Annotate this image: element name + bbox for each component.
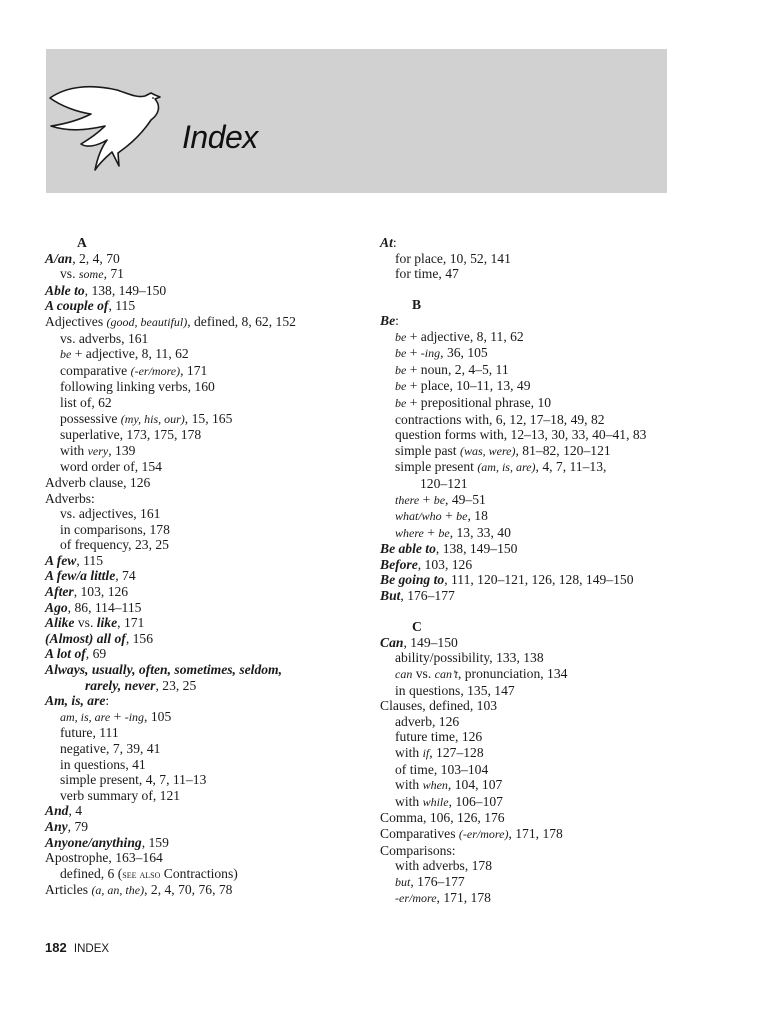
index-entry-text: Contractions) [160,865,238,881]
index-entry [45,314,365,331]
index-entry-text: future time, 126 [395,729,483,745]
index-entry-text: negative, 7, 39, 41 [60,741,161,756]
index-entry [45,741,365,757]
index-entry-text: : [392,235,397,250]
index-entry [380,378,710,395]
index-entry [45,459,365,475]
index-entry-text: And [45,803,69,819]
index-entry-text: + place, 10–11, 13, 49 [406,378,531,394]
index-entry [380,572,710,588]
index-entry-text: (Almost) all of [45,630,126,646]
index-entry-text: defined, 6 ( [60,865,123,881]
index-entry [45,411,365,428]
index-entry [380,714,710,730]
index-letter-heading [45,235,365,251]
index-entry-text: Can [380,634,404,650]
index-entry [45,491,365,507]
index-entry [380,313,710,329]
index-entry-text: Be [380,312,396,328]
index-entry-text: with [60,442,88,458]
index-entry-text: + adjective, 8, 11, 62 [406,328,524,344]
index-entry-text: contractions with, 6, 12, 17–18, 49, 82 [395,411,605,427]
index-entry-text: , 15, 165 [184,410,233,426]
index-entry-text: with [395,777,423,793]
index-entry-text: , 139 [108,442,136,458]
index-entry-text: , 81–82, 120–121 [515,442,611,458]
index-entry-text: : [105,693,110,709]
index-entry-text: of frequency, 23, 25 [60,537,169,553]
index-entry-text: Anyone/anything [45,834,142,850]
index-entry [380,858,710,874]
index-entry [45,331,365,347]
index-entry-text: , 2, 4, 70, 76, 78 [144,882,233,898]
index-entry [45,882,365,899]
index-column-left [45,235,365,899]
page-number: 182 [45,940,67,955]
index-entry-text: -ing [420,346,441,361]
index-entry [45,615,365,631]
index-entry [380,729,710,745]
index-entry-text: , 4, 7, 11–13, [535,459,607,475]
index-entry-text: while [422,794,449,809]
index-entry-text: with [395,793,423,809]
index-entry-text: comparative [60,362,131,378]
index-entry [380,395,710,412]
index-entry-text: see also [122,866,161,881]
index-entry-text: very [87,443,109,458]
page-title: Index [182,119,258,155]
index-entry [380,541,710,557]
index-entry-text: (a, an, the) [91,883,145,898]
index-entry-text: , 111, 120–121, 126, 128, 149–150 [444,572,634,588]
index-entry-text: , 171 [117,615,145,631]
index-entry [45,584,365,600]
index-entry [380,427,710,443]
index-entry [380,826,710,843]
index-spacer [380,604,710,620]
index-entry-text: A few [45,552,77,568]
index-entry-text: for time, 47 [395,266,459,282]
index-entry [45,522,365,538]
index-entry [380,745,710,762]
index-entry-text: , 2, 4, 70 [72,250,120,266]
index-entry-text: (was, were) [459,443,516,458]
index-entry-text: A/an [45,250,73,266]
index-entry [380,251,710,267]
index-entry-text: , defined, 8, 62, 152 [187,313,296,329]
index-entry [45,819,365,835]
index-entry [380,443,710,460]
index-entry-text: some [78,267,104,282]
index-entry-text: , 36, 105 [440,345,488,361]
index-entry-text: , 156 [125,630,153,646]
index-entry-text: -ing [124,709,145,724]
index-entry-text: Be able to [380,541,436,557]
index-entry [45,772,365,788]
index-entry [45,866,365,883]
index-entry [380,666,710,683]
index-entry-text: be [456,509,468,524]
footer-label: INDEX [73,943,110,955]
index-entry-text: , 4 [68,803,83,819]
index-entry [45,788,365,804]
index-entry [380,635,710,651]
index-entry-text: , 149–150 [403,634,458,650]
index-entry-text: with adverbs, 178 [395,858,493,874]
index-entry-text: where [395,525,424,540]
index-entry [45,266,365,283]
index-entry-text: of time, 103–104 [395,761,489,777]
index-entry-text: + [441,508,457,524]
index-entry-text: what/who [395,509,442,524]
index-entry-text: for place, 10, 52, 141 [395,250,511,266]
index-entry [380,683,710,699]
index-entry-text: But [380,588,401,604]
index-entry-text: simple past [395,442,460,458]
index-entry-text: in questions, 135, 147 [395,682,515,698]
index-entry [380,762,710,778]
index-entry-text: be [395,362,407,377]
index-entry-text: be [395,395,407,410]
index-entry-text: , 86, 114–115 [67,599,142,615]
index-entry [380,329,710,346]
index-entry-text: + [423,524,439,540]
index-letter-heading [380,297,710,313]
index-entry [380,459,710,476]
index-entry [45,379,365,395]
index-entry-text: C [412,619,422,635]
index-entry-text: + [406,345,421,361]
index-entry-text: After [45,584,74,600]
index-letter-heading [380,619,710,635]
index-entry [45,537,365,553]
index-entry-text: + noun, 2, 4–5, 11 [406,361,509,377]
index-entry-text: , 71 [103,266,124,282]
index-entry-text: vs. adverbs, 161 [60,330,149,346]
index-entry-text: possessive [60,410,121,426]
index-entry-text: adverb, 126 [395,713,460,729]
index-entry-text: Am, is, are [45,693,106,709]
index-entry [380,698,710,714]
index-entry [45,631,365,647]
index-entry [380,525,710,542]
index-entry-text: , 74 [115,568,136,584]
index-entry-text: Comma, 106, 126, 176 [380,810,505,826]
index-entry-text: , 171, 178 [436,890,491,906]
index-entry-text: , 106–107 [448,793,503,809]
index-entry-text: Ago [45,599,68,615]
index-entry-text: Articles [45,882,92,898]
index-entry [45,283,365,299]
index-entry-text: (-er/more) [458,826,509,841]
index-entry-text: can’t [434,667,458,682]
index-entry-text: A [77,235,87,250]
index-entry-text: if [422,746,430,760]
index-entry-text: , 13, 33, 40 [449,524,511,540]
index-entry-text: list of, 62 [60,394,112,410]
index-entry-text: , 23, 25 [155,677,197,693]
index-entry [45,427,365,443]
index-entry-text: be [395,379,407,394]
index-entry [45,443,365,460]
index-entry-text: am, is, are [60,709,111,724]
index-entry-text: A few/a little [45,568,116,584]
index-entry-text: be [438,525,450,540]
index-entry-text: Adverbs: [45,490,95,506]
index-entry-text: like [96,615,118,631]
index-entry-text: when [422,778,448,793]
index-entry-text: ability/possibility, 133, 138 [395,650,544,666]
index-entry-text: (-er/more) [130,363,181,378]
index-entry [45,709,365,726]
index-entry-text: + adjective, 8, 11, 62 [71,346,189,362]
index-entry-text: vs. [412,666,435,682]
index-entry [45,475,365,491]
index-entry-text: , 115 [108,298,136,314]
index-entry [380,588,710,604]
index-entry [380,890,710,907]
index-entry [45,662,365,678]
index-entry-text: Adverb clause, 126 [45,474,151,490]
index-entry-text: 120–121 [420,475,468,491]
index-entry [45,850,365,866]
index-entry [45,251,365,267]
index-entry [380,412,710,428]
index-entry-text: Apostrophe, 163–164 [45,850,163,866]
index-entry-text: word order of, 154 [60,459,162,475]
index-entry-text: , 69 [85,646,107,662]
index-entry [380,843,710,859]
index-entry [380,345,710,362]
index-entry-text: A couple of [45,298,109,314]
index-entry-text: , 159 [141,834,169,850]
index-column-right [380,235,710,907]
index-entry-text: , 79 [67,818,89,834]
index-entry [45,678,365,694]
index-entry [45,506,365,522]
index-entry-text: vs. adjectives, 161 [60,506,161,522]
page-footer [45,940,109,955]
index-entry [380,362,710,379]
index-entry [45,835,365,851]
index-entry-text: but [395,874,411,889]
index-entry-text: B [412,297,422,313]
index-entry-text: future, 111 [60,725,119,741]
index-entry [45,803,365,819]
index-entry-text: following linking verbs, 160 [60,379,215,395]
index-entry [45,346,365,363]
index-entry-text: superlative, 173, 175, 178 [60,427,202,443]
index-entry [380,557,710,573]
index-entry-text: be [60,347,72,362]
index-entry-text: , 105 [144,708,172,724]
index-entry [380,794,710,811]
index-entry-text: , 127–128 [429,745,484,760]
index-entry [380,235,710,251]
index-entry-text: Able to [45,282,85,298]
index-entry-text: simple present [395,459,478,475]
index-entry-text: in comparisons, 178 [60,521,170,537]
index-entry-text: + prepositional phrase, 10 [406,394,552,410]
index-entry-text: be [395,346,407,361]
index-entry [380,777,710,794]
index-entry-text: (am, is, are) [477,460,536,475]
index-entry [380,476,710,492]
index-entry-text: simple present, 4, 7, 11–13 [60,772,207,788]
index-entry [45,693,365,709]
index-entry [380,266,710,282]
index-entry [45,298,365,314]
index-entry-text: Any [45,818,68,834]
index-entry-text: , 18 [467,508,488,524]
index-entry-text: (good, beautiful) [106,314,188,329]
index-entry-text: , 103, 126 [73,584,129,600]
index-entry [45,600,365,616]
index-entry-text: , 138, 149–150 [435,541,518,557]
index-entry-text: with [395,745,423,760]
index-entry [45,646,365,662]
index-entry [380,508,710,525]
index-entry-text: , 171, 178 [508,825,563,841]
index-entry-text: Alike [45,615,75,631]
index-entry [45,725,365,741]
index-entry [45,395,365,411]
index-entry [380,874,710,891]
index-entry [45,553,365,569]
index-entry-text: At [380,235,393,250]
index-entry-text: : [395,312,399,328]
index-entry [45,363,365,380]
index-entry [380,650,710,666]
index-entry-text: -er/more [395,891,437,906]
index-entry-text: be [433,492,446,507]
index-spacer [380,282,710,298]
index-entry-text: , pronunciation, 134 [457,666,568,682]
index-entry [45,757,365,773]
index-entry-text: Be going to [380,572,445,588]
index-entry-text: Before [380,556,418,572]
index-entry-text: , 115 [76,552,104,568]
index-entry-text: in questions, 41 [60,756,146,772]
index-entry-text: , 104, 107 [447,777,503,793]
index-entry-text: , 176–177 [410,873,465,889]
index-entry-text: (my, his, our) [120,411,185,426]
index-entry-text: , 171 [180,362,208,378]
index-entry-text: be [395,329,407,344]
index-entry-text: there [395,492,420,507]
index-entry-text: Always, usually, often, sometimes, seldom, [45,662,283,678]
swallow-icon [47,80,171,172]
index-entry-text: Clauses, defined, 103 [380,698,498,714]
index-entry [380,810,710,826]
index-entry-text: , 176–177 [400,588,455,604]
index-entry-text: , 103, 126 [417,556,473,572]
index-entry-text: + [110,708,125,724]
index-entry [45,568,365,584]
index-entry-text: , 49–51 [445,491,486,507]
index-entry [380,492,710,509]
index-entry-text: Comparatives [380,825,459,841]
index-entry-text: + [419,491,434,507]
index-entry-text: question forms with, 12–13, 30, 33, 40–41, 83 [395,427,647,443]
index-entry-text: A lot of [45,646,86,662]
index-entry-text: rarely, never [85,677,156,693]
index-entry-text: , 138, 149–150 [84,282,167,298]
index-entry-text: can [395,667,413,682]
index-entry-text: Comparisons: [380,842,456,858]
index-entry-text: vs. [74,615,97,631]
index-entry-text: Adjectives [45,313,107,329]
index-entry-text: verb summary of, 121 [60,787,181,803]
index-entry-text: vs. [60,266,79,282]
